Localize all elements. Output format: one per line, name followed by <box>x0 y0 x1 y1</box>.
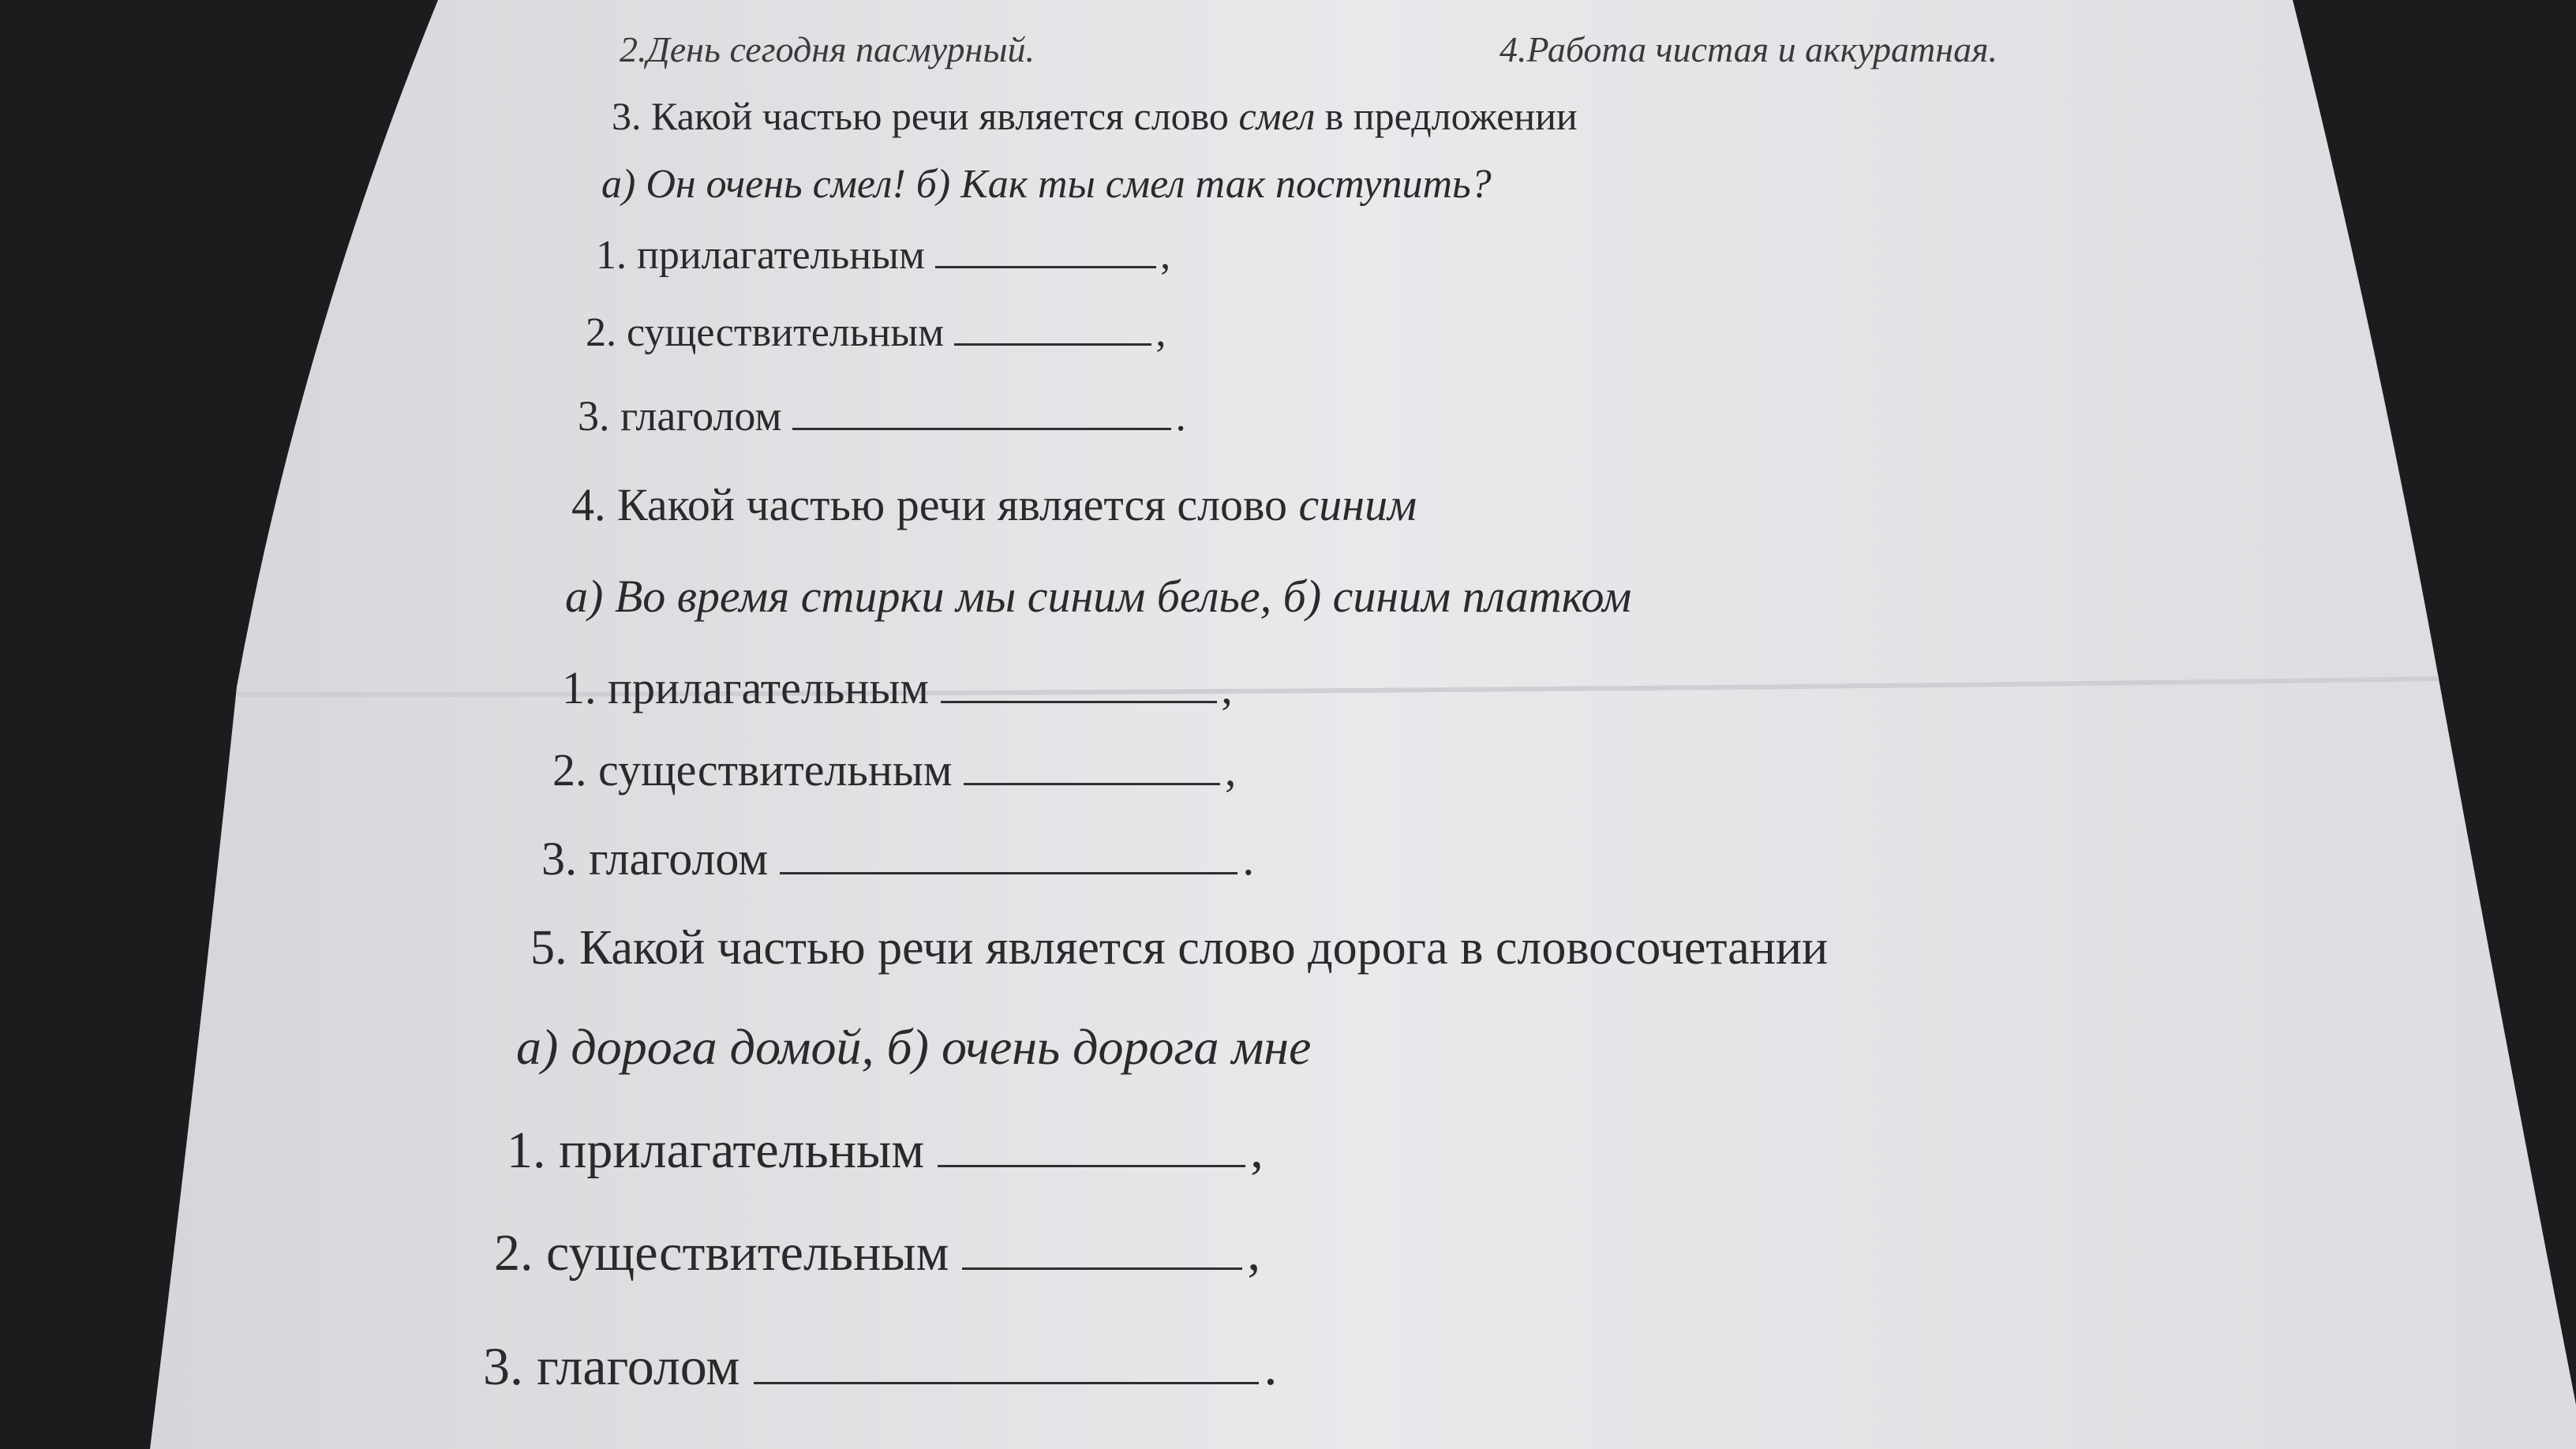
option-punct: , <box>1221 662 1233 713</box>
answer-blank[interactable] <box>962 1239 1242 1270</box>
option-punct: . <box>1264 1336 1278 1396</box>
question-4-examples: а) Во время стирки мы синим белье, б) синим платком <box>565 571 1632 622</box>
question-3-examples: а) Он очень смел! б) Как ты смел так поступить? <box>601 162 1492 207</box>
option-punct: , <box>1160 233 1171 278</box>
question-5-examples: а) дорога домой, б) очень дорога мне <box>516 1019 1312 1075</box>
option-punct: . <box>1175 392 1186 440</box>
option-label: 2. существительным <box>586 310 945 355</box>
option-label: 1. прилагательным <box>507 1121 925 1179</box>
answer-blank[interactable] <box>935 243 1156 268</box>
option-punct: , <box>1224 744 1237 796</box>
option-label: 3. глаголом <box>578 392 782 440</box>
question-4-prefix: 4. Какой частью речи является слово <box>571 479 1299 530</box>
answer-blank[interactable] <box>754 1353 1259 1384</box>
option-punct: . <box>1242 833 1255 885</box>
option-label: 2. существительным <box>494 1224 949 1282</box>
answer-blank[interactable] <box>954 320 1151 346</box>
question-3-option-3 <box>578 391 1186 440</box>
answer-blank[interactable] <box>941 676 1217 703</box>
question-4-word: синим <box>1298 479 1417 530</box>
question-4-title <box>571 478 1417 531</box>
question-3-option-2 <box>586 309 1166 356</box>
option-punct: , <box>1250 1121 1264 1179</box>
option-label: 3. глаголом <box>483 1336 740 1396</box>
option-punct: , <box>1247 1224 1260 1282</box>
top-example-right: 4.Работа чистая и аккуратная. <box>1500 29 1998 69</box>
question-5-option-3 <box>483 1335 1277 1398</box>
question-5-option-2 <box>494 1223 1260 1283</box>
answer-blank[interactable] <box>964 758 1220 785</box>
answer-blank[interactable] <box>780 846 1237 874</box>
option-punct: , <box>1155 310 1166 355</box>
question-5-title: 5. Какой частью речи является слово дорога в словосочетании <box>530 921 1829 975</box>
option-label: 1. прилагательным <box>562 662 929 713</box>
question-3-title <box>612 93 1578 139</box>
option-label: 1. прилагательным <box>596 233 925 278</box>
question-4-option-3 <box>541 832 1254 886</box>
option-label: 2. существительным <box>552 744 953 796</box>
option-label: 3. глаголом <box>541 833 769 885</box>
top-example-left: 2.День сегодня пасмурный. <box>620 29 1035 69</box>
answer-blank[interactable] <box>792 404 1171 430</box>
question-3-option-1 <box>596 232 1170 279</box>
question-4-option-2 <box>552 743 1236 796</box>
question-3-prefix: 3. Какой частью речи является слово <box>612 94 1239 138</box>
question-4-option-1 <box>562 661 1233 714</box>
question-3-suffix: в предложении <box>1315 94 1578 138</box>
question-5-option-1 <box>507 1121 1264 1181</box>
question-3-word: смел <box>1238 94 1316 138</box>
answer-blank[interactable] <box>938 1136 1245 1167</box>
